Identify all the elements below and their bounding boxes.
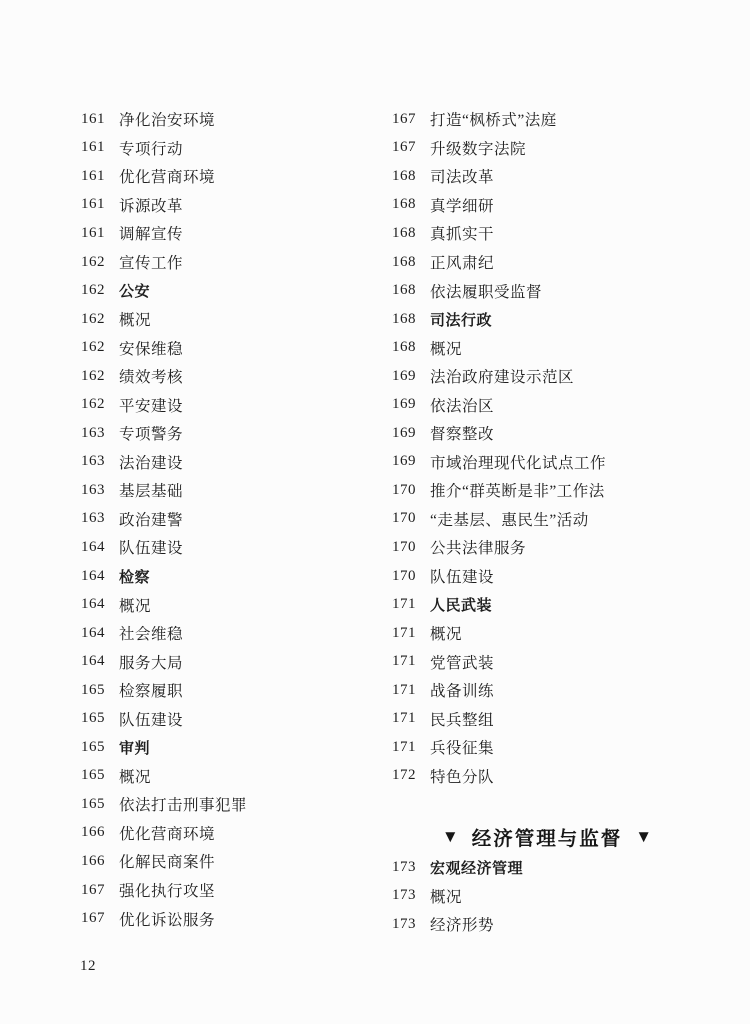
toc-entry (81, 904, 381, 933)
entry-page-number: 171 (392, 624, 416, 641)
entry-page-number: 166 (81, 852, 105, 869)
entry-title: 宣传工作 (119, 255, 184, 272)
toc-entry (81, 733, 381, 762)
entry-title: 专项行动 (119, 140, 184, 158)
toc-entry (392, 590, 702, 619)
entry-title: 政治建警 (119, 511, 184, 529)
entry-page-number: 166 (81, 824, 105, 841)
entry-title: 概况 (119, 597, 152, 615)
toc-entry (81, 333, 381, 362)
entry-page-number: 168 (392, 253, 416, 270)
toc-entry (81, 562, 381, 591)
toc-entry (81, 191, 381, 220)
entry-title: 宏观经济管理 (430, 859, 524, 877)
entry-title: 概况 (119, 768, 152, 786)
entry-title: 优化诉讼服务 (119, 911, 216, 929)
entry-page-number: 167 (392, 110, 416, 127)
entry-title: 督察整改 (430, 426, 495, 444)
entry-title: 真学细研 (430, 197, 495, 215)
entry-page-number: 162 (81, 253, 105, 270)
entry-title: 党管武装 (430, 654, 495, 672)
entry-title: 推介“群英断是非”工作法 (430, 483, 605, 501)
entry-page-number: 170 (392, 567, 416, 584)
toc-entry (81, 276, 381, 305)
entry-title: 正风肃纪 (430, 255, 495, 272)
entry-page-number: 170 (392, 538, 416, 555)
toc-entry (392, 505, 702, 534)
toc-column-right-top (392, 105, 702, 790)
toc-entry (81, 219, 381, 248)
toc-entry (81, 419, 381, 448)
entry-title: 司法改革 (430, 169, 495, 187)
toc-entry (392, 882, 702, 911)
entry-page-number: 161 (81, 139, 105, 156)
toc-entry (392, 910, 702, 939)
entry-page-number: 165 (81, 710, 105, 727)
entry-page-number: 162 (81, 367, 105, 384)
entry-page-number: 162 (81, 310, 105, 327)
entry-page-number: 165 (81, 681, 105, 698)
section-header (392, 821, 702, 853)
entry-title: 优化营商环境 (119, 825, 216, 843)
toc-entry (81, 676, 381, 705)
toc-entry (392, 219, 702, 248)
entry-title: 依法治区 (430, 397, 495, 415)
entry-page-number: 162 (81, 339, 105, 356)
entry-title: 经济形势 (430, 917, 495, 935)
toc-entry (81, 476, 381, 505)
toc-entry (392, 276, 702, 305)
entry-title: 人民武装 (430, 597, 493, 615)
entry-title: 概况 (430, 888, 463, 906)
toc-entry (81, 762, 381, 791)
entry-page-number: 170 (392, 481, 416, 498)
entry-page-number: 163 (81, 481, 105, 498)
entry-title: 安保维稳 (119, 340, 184, 358)
entry-page-number: 161 (81, 196, 105, 213)
entry-title: 调解宣传 (119, 226, 184, 244)
triangle-down-icon: ▼ (635, 827, 653, 847)
toc-column-right (392, 105, 702, 939)
toc-entry (392, 762, 702, 791)
toc-entry (81, 876, 381, 905)
entry-page-number: 167 (81, 881, 105, 898)
entry-title: 强化执行攻坚 (119, 883, 216, 901)
entry-title: 队伍建设 (119, 711, 184, 729)
entry-page-number: 161 (81, 110, 105, 127)
entry-title: 兵役征集 (430, 740, 495, 758)
entry-title: 战备训练 (430, 683, 495, 701)
entry-title: 队伍建设 (430, 569, 495, 587)
toc-entry (81, 590, 381, 619)
entry-page-number: 169 (392, 396, 416, 413)
entry-page-number: 168 (392, 167, 416, 184)
entry-title: 市域治理现代化试点工作 (430, 454, 607, 472)
toc-entry (81, 505, 381, 534)
entry-title: 优化营商环境 (119, 169, 216, 187)
entry-title: 基层基础 (119, 483, 184, 501)
entry-page-number: 161 (81, 167, 105, 184)
entry-page-number: 172 (392, 767, 416, 784)
entry-title: “走基层、惠民生”活动 (430, 511, 589, 529)
entry-title: 社会维稳 (119, 626, 184, 644)
entry-title: 概况 (430, 340, 463, 358)
entry-page-number: 162 (81, 282, 105, 299)
entry-page-number: 171 (392, 653, 416, 670)
toc-entry (392, 191, 702, 220)
entry-page-number: 171 (392, 710, 416, 727)
toc-entry (81, 162, 381, 191)
entry-page-number: 168 (392, 339, 416, 356)
toc-entry (392, 619, 702, 648)
entry-title: 真抓实干 (430, 226, 495, 244)
toc-entry (392, 333, 702, 362)
entry-title: 队伍建设 (119, 540, 184, 558)
entry-title: 概况 (430, 626, 463, 644)
entry-page-number: 165 (81, 767, 105, 784)
entry-page-number: 169 (392, 367, 416, 384)
entry-page-number: 161 (81, 224, 105, 241)
entry-page-number: 167 (392, 139, 416, 156)
entry-page-number: 173 (392, 887, 416, 904)
toc-entry (392, 448, 702, 477)
toc-entry (81, 105, 381, 134)
entry-title: 公安 (119, 283, 151, 301)
toc-entry (392, 419, 702, 448)
entry-title: 特色分队 (430, 768, 495, 786)
toc-entry (81, 704, 381, 733)
toc-entry (81, 134, 381, 163)
entry-title: 绩效考核 (119, 369, 184, 387)
entry-page-number: 171 (392, 738, 416, 755)
triangle-down-icon: ▼ (441, 827, 459, 847)
entry-page-number: 165 (81, 795, 105, 812)
toc-entry (81, 390, 381, 419)
toc-entry (392, 562, 702, 591)
toc-entry (392, 647, 702, 676)
toc-entry (392, 362, 702, 391)
toc-entry (81, 647, 381, 676)
entry-page-number: 164 (81, 596, 105, 613)
entry-title: 打造“枫桥式”法庭 (430, 112, 557, 130)
toc-entry (81, 362, 381, 391)
entry-page-number: 163 (81, 510, 105, 527)
entry-title: 检察履职 (119, 683, 184, 701)
entry-page-number: 169 (392, 453, 416, 470)
toc-entry (392, 390, 702, 419)
entry-title: 法治建设 (119, 454, 184, 472)
entry-page-number: 164 (81, 624, 105, 641)
toc-entry (81, 819, 381, 848)
entry-page-number: 163 (81, 453, 105, 470)
entry-title: 升级数字法院 (430, 140, 527, 158)
toc-entry (81, 248, 381, 277)
toc-entry (81, 448, 381, 477)
entry-title: 诉源改革 (119, 197, 184, 215)
section-header-title: 经济管理与监督 (471, 829, 623, 851)
entry-page-number: 169 (392, 424, 416, 441)
entry-page-number: 173 (392, 915, 416, 932)
toc-entry (392, 476, 702, 505)
entry-page-number: 168 (392, 196, 416, 213)
toc-entry (392, 853, 702, 882)
toc-entry (81, 533, 381, 562)
entry-title: 审判 (119, 739, 151, 757)
entry-page-number: 165 (81, 738, 105, 755)
entry-title: 专项警务 (119, 426, 184, 444)
entry-page-number: 168 (392, 282, 416, 299)
entry-title: 检察 (119, 568, 151, 586)
toc-entry (392, 733, 702, 762)
entry-page-number: 168 (392, 310, 416, 327)
toc-entry (392, 105, 702, 134)
entry-page-number: 171 (392, 681, 416, 698)
entry-page-number: 164 (81, 653, 105, 670)
entry-title: 依法打击刑事犯罪 (119, 797, 248, 815)
entry-title: 概况 (119, 312, 152, 330)
toc-entry (392, 134, 702, 163)
toc-entry (81, 619, 381, 648)
toc-column-left (81, 105, 381, 933)
entry-title: 化解民商案件 (119, 854, 216, 872)
footer-page-number: 12 (80, 958, 96, 974)
entry-page-number: 164 (81, 538, 105, 555)
toc-entry (81, 790, 381, 819)
toc-entry (392, 533, 702, 562)
toc-column-right-bottom (392, 853, 702, 939)
entry-page-number: 167 (81, 910, 105, 927)
entry-page-number: 170 (392, 510, 416, 527)
toc-entry (392, 162, 702, 191)
entry-page-number: 173 (392, 858, 416, 875)
entry-title: 平安建设 (119, 397, 184, 415)
toc-entry (392, 305, 702, 334)
toc-entry (81, 847, 381, 876)
entry-title: 服务大局 (119, 654, 184, 672)
entry-title: 民兵整组 (430, 711, 495, 729)
entry-title: 法治政府建设示范区 (430, 369, 575, 387)
entry-page-number: 164 (81, 567, 105, 584)
entry-page-number: 168 (392, 224, 416, 241)
toc-entry (392, 248, 702, 277)
toc-entry (392, 676, 702, 705)
toc-entry (392, 704, 702, 733)
entry-title: 公共法律服务 (430, 540, 527, 558)
entry-title: 司法行政 (430, 311, 493, 329)
entry-page-number: 162 (81, 396, 105, 413)
toc-entry (81, 305, 381, 334)
entry-title: 净化治安环境 (119, 112, 216, 130)
entry-page-number: 163 (81, 424, 105, 441)
entry-page-number: 171 (392, 596, 416, 613)
entry-title: 依法履职受监督 (430, 283, 543, 301)
